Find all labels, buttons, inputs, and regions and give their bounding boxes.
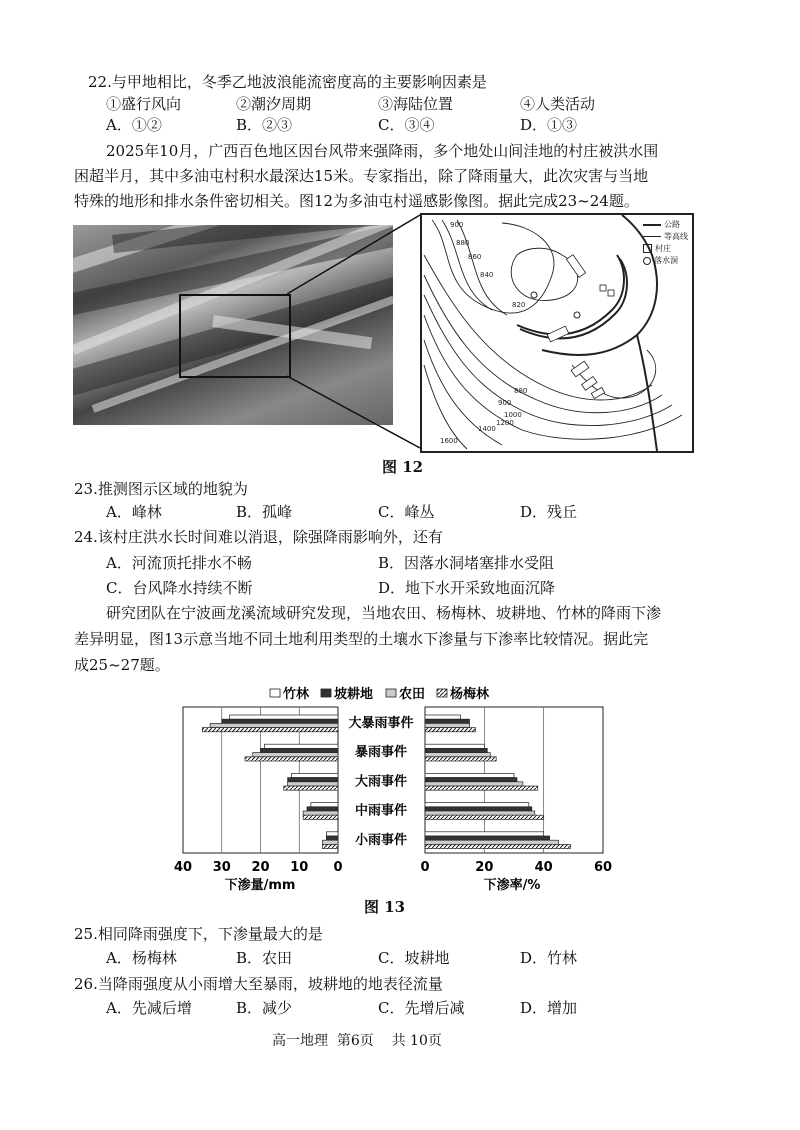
contour-label: 860	[468, 253, 482, 261]
bar-infiltration-rate	[425, 715, 461, 719]
bar-infiltration-rate	[425, 836, 550, 840]
contour-label: 840	[480, 271, 494, 279]
bar-infiltration-rate	[425, 782, 523, 786]
bar-infiltration-rate	[425, 778, 517, 782]
right-axis-label: 下渗率/%	[483, 878, 541, 893]
bar-infiltration	[264, 744, 338, 748]
legend-label: 坡耕地	[334, 687, 374, 702]
bar-infiltration-rate	[425, 803, 529, 807]
left-tick-label: 0	[333, 860, 343, 875]
left-tick-label: 30	[212, 860, 231, 875]
bar-infiltration	[202, 728, 338, 732]
legend-contour: 等高线	[664, 232, 688, 241]
left-tick-label: 20	[251, 860, 270, 875]
q25-stem: 25.相同降雨强度下，下渗量最大的是	[74, 925, 323, 943]
bar-infiltration-rate	[425, 723, 470, 727]
left-tick-label: 10	[290, 860, 309, 875]
passage1-line3: 特殊的地形和排水条件密切相关。图12为多油屯村遥感影像图。据此完成23~24题。	[74, 192, 639, 210]
q26-option-a: A．先减后增	[106, 999, 192, 1017]
legend-swatch	[270, 689, 280, 697]
right-tick-label: 20	[475, 860, 494, 875]
contour-label: 1400	[478, 425, 496, 433]
bar-infiltration-rate	[425, 786, 538, 790]
q24-option-b: B．因落水洞堵塞排水受阻	[378, 554, 555, 572]
passage2-line1: 研究团队在宁波画龙溪流域研究发现，当地农田、杨梅林、坡耕地、竹林的降雨下渗	[106, 604, 662, 622]
bar-infiltration-rate	[425, 811, 535, 815]
q24-option-d: D．地下水开采致地面沉降	[378, 579, 556, 597]
passage1-line1: 2025年10月，广西百色地区因台风带来强降雨，多个地处山间洼地的村庄被洪水围	[106, 142, 659, 160]
passage1-line2: 困超半月，其中多油屯村积水最深达15米。专家指出，除了降雨量大，此次灾害与当地	[74, 167, 649, 185]
category-label: 暴雨事件	[354, 745, 408, 761]
bar-infiltration	[288, 778, 338, 782]
bar-infiltration	[292, 773, 339, 777]
bar-infiltration	[261, 748, 339, 752]
bar-infiltration	[326, 836, 338, 840]
bar-infiltration-rate	[425, 757, 496, 761]
contour-label: 900	[498, 399, 512, 407]
bar-infiltration	[303, 811, 338, 815]
bar-infiltration	[288, 782, 338, 786]
bar-infiltration	[230, 715, 339, 719]
contour-label: 1200	[496, 419, 514, 427]
category-label: 中雨事件	[354, 803, 408, 819]
passage2-line2: 差异明显，图13示意当地不同土地利用类型的土壤水下渗量与下渗率比较情况。据此完	[74, 630, 649, 648]
legend-label: 竹林	[283, 687, 310, 702]
legend-swatch	[386, 689, 396, 697]
q22-option-b: B．②③	[236, 116, 293, 134]
bar-infiltration-rate	[425, 753, 490, 757]
q23-stem: 23.推测图示区域的地貌为	[74, 480, 248, 498]
contour-label: 1600	[440, 437, 458, 445]
q22-option-a: A．①②	[106, 116, 162, 134]
contour-label: 880	[456, 239, 470, 247]
bar-infiltration	[222, 719, 338, 723]
bar-infiltration	[307, 807, 338, 811]
bar-infiltration-rate	[425, 728, 475, 732]
legend-label: 农田	[399, 687, 426, 702]
q25-option-a: A．杨梅林	[106, 949, 177, 967]
bar-infiltration-rate	[425, 748, 487, 752]
fig13-caption: 图 13	[364, 898, 406, 916]
q26-option-d: D．增加	[520, 999, 578, 1017]
bar-infiltration	[245, 757, 338, 761]
category-label: 小雨事件	[354, 832, 408, 848]
right-tick-label: 60	[593, 860, 613, 875]
bar-infiltration	[311, 803, 338, 807]
bar-infiltration-rate	[425, 815, 544, 819]
bar-infiltration	[210, 723, 338, 727]
q22-item-2: ②潮汐周期	[236, 95, 312, 113]
q23-option-b: B．孤峰	[236, 503, 293, 521]
contour-label: 900	[450, 221, 464, 229]
q26-stem: 26.当降雨强度从小雨增大至暴雨，坡耕地的地表径流量	[74, 975, 443, 993]
q26-option-b: B．减少	[236, 999, 293, 1017]
q22-stem: 22.与甲地相比，冬季乙地波浪能流密度高的主要影响因素是	[88, 73, 487, 91]
fig12-caption: 图 12	[382, 458, 424, 476]
q22-item-3: ③海陆位置	[378, 95, 454, 113]
q24-option-a: A．河流顶托排水不畅	[106, 554, 252, 572]
contour-label: 880	[514, 387, 528, 395]
legend-village: 村庄	[655, 244, 671, 253]
bar-infiltration-rate	[425, 840, 559, 844]
page-footer: 高一地理 第6页 共 10页	[272, 1033, 442, 1049]
q22-option-d: D．①③	[520, 116, 578, 134]
bar-infiltration-rate	[425, 744, 484, 748]
category-label: 大暴雨事件	[348, 716, 414, 731]
q22-option-c: C．③④	[378, 116, 435, 134]
category-label: 大雨事件	[354, 774, 408, 790]
bar-infiltration-rate	[425, 719, 470, 723]
legend-label: 杨梅林	[450, 687, 490, 702]
bar-infiltration	[323, 840, 339, 844]
bar-infiltration-rate	[425, 807, 532, 811]
bar-infiltration	[323, 844, 339, 848]
bar-infiltration-rate	[425, 773, 514, 777]
q22-item-1: ①盛行风向	[106, 95, 182, 113]
q25-option-c: C．坡耕地	[378, 949, 450, 967]
q24-stem: 24.该村庄洪水长时间难以消退，除强降雨影响外，还有	[74, 528, 443, 546]
legend-swatch	[437, 689, 447, 697]
q23-option-a: A．峰林	[106, 503, 162, 521]
left-axis-label: 下渗量/mm	[224, 878, 296, 893]
right-tick-label: 40	[534, 860, 553, 875]
right-tick-label: 0	[420, 860, 430, 875]
contour-label: 1000	[504, 411, 522, 419]
q22-item-4: ④人类活动	[520, 95, 596, 113]
bar-infiltration-rate	[425, 844, 570, 848]
q24-option-c: C．台风降水持续不断	[106, 579, 253, 597]
bar-infiltration	[326, 832, 338, 836]
bar-infiltration	[303, 815, 338, 819]
bar-infiltration	[284, 786, 338, 790]
bar-infiltration	[253, 753, 338, 757]
left-tick-label: 40	[173, 860, 193, 875]
bar-infiltration-rate	[425, 832, 544, 836]
q26-option-c: C．先增后减	[378, 999, 465, 1017]
passage2-line3: 成25~27题。	[74, 656, 170, 674]
legend-swatch	[321, 689, 331, 697]
q23-option-d: D．残丘	[520, 503, 578, 521]
q23-option-c: C．峰丛	[378, 503, 435, 521]
legend-road: 公路	[664, 220, 680, 229]
contour-label: 820	[512, 301, 526, 309]
q25-option-d: D．竹林	[520, 949, 578, 967]
q25-option-b: B．农田	[236, 949, 293, 967]
legend-sinkhole: 落水洞	[654, 256, 678, 265]
